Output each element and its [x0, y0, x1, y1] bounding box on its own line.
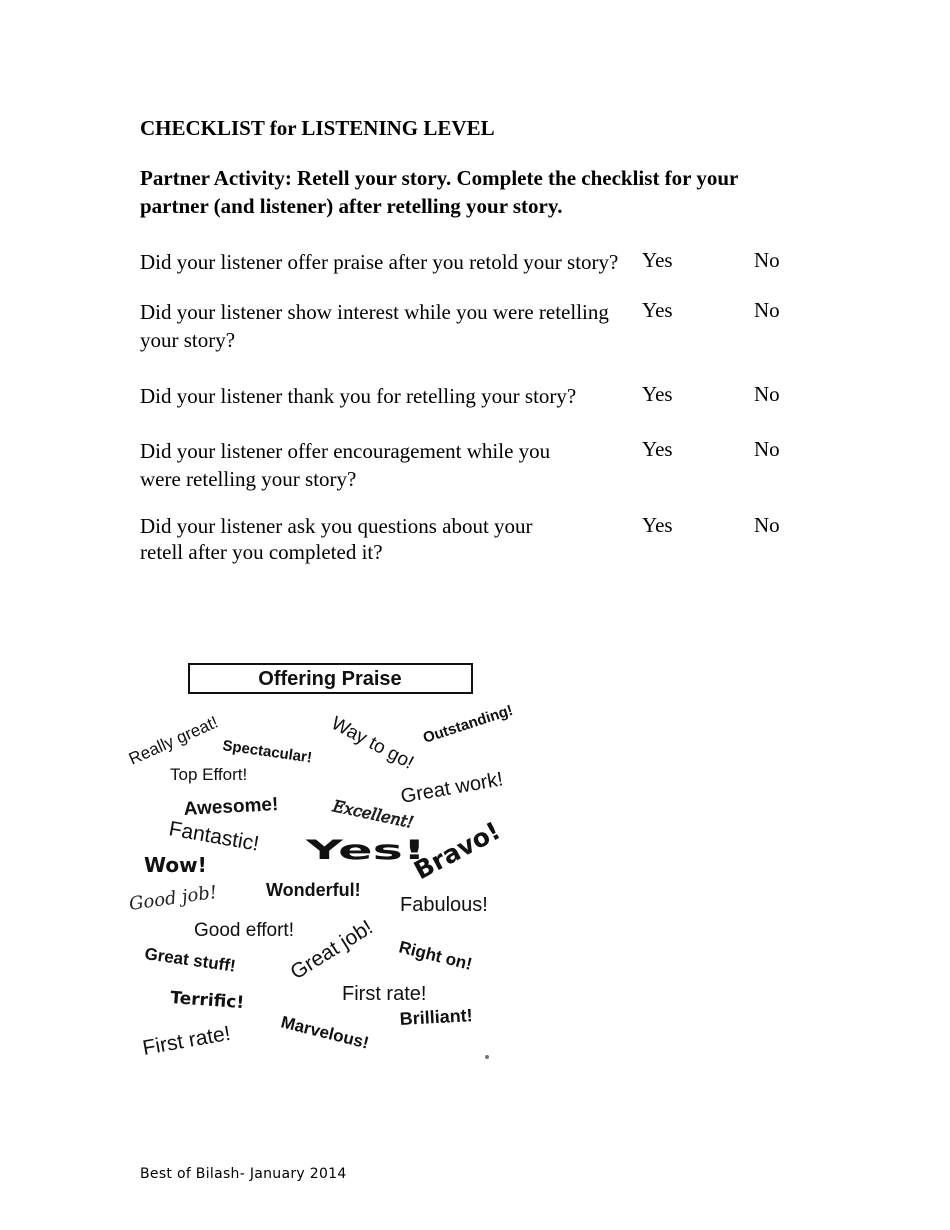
- praise-word: Marvelous!: [279, 1012, 371, 1053]
- question-text: Did your listener ask you questions about your retell after you completed it?: [140, 514, 533, 564]
- praise-word: Right on!: [397, 937, 475, 974]
- yes-option[interactable]: Yes: [642, 248, 673, 272]
- offering-praise-graphic: [120, 655, 560, 1075]
- question-text: Did your listener offer encouragement while you were retelling your story?: [140, 439, 551, 491]
- no-option[interactable]: No: [754, 513, 780, 537]
- speck-dot: [485, 1055, 489, 1059]
- no-option[interactable]: No: [754, 437, 780, 461]
- praise-word: Wonderful!: [266, 880, 361, 900]
- praise-word: Wow!: [144, 853, 207, 877]
- yes-option[interactable]: Yes: [642, 437, 673, 461]
- question-text: Did your listener offer praise after you retold your story?: [140, 250, 619, 274]
- praise-word: Great stuff!: [143, 944, 237, 976]
- praise-word: Bravo!: [409, 815, 506, 886]
- praise-word: Fantastic!: [167, 817, 261, 856]
- praise-word: First rate!: [342, 983, 427, 1005]
- praise-word: Great job!: [286, 915, 377, 985]
- praise-word: Excellent!: [331, 796, 416, 832]
- praise-word: Good job!: [127, 881, 219, 915]
- yes-option[interactable]: Yes: [642, 382, 673, 406]
- praise-word: Brilliant!: [399, 1005, 474, 1029]
- instructions: Partner Activity: Retell your story. Complete the checklist for your partner (and listener) after retelling your story.: [140, 166, 738, 218]
- praise-word: Fabulous!: [400, 894, 488, 916]
- question-text: Did your listener thank you for retelling your story?: [140, 384, 577, 408]
- praise-word: Top Effort!: [170, 765, 248, 784]
- praise-word: First rate!: [140, 1021, 233, 1060]
- praise-word: Way to go!: [327, 712, 418, 774]
- no-option[interactable]: No: [754, 382, 780, 406]
- praise-word: Good effort!: [194, 920, 294, 941]
- praise-word: Yes!: [304, 835, 426, 866]
- praise-word: Really great!: [125, 712, 221, 769]
- yes-option[interactable]: Yes: [642, 513, 673, 537]
- document-title: CHECKLIST for LISTENING LEVEL: [140, 116, 495, 140]
- praise-word: Terrific!: [169, 988, 245, 1014]
- no-option[interactable]: No: [754, 298, 780, 322]
- yes-option[interactable]: Yes: [642, 298, 673, 322]
- praise-word: Outstanding!: [420, 701, 515, 747]
- question-text: Did your listener show interest while you were retelling your story?: [140, 300, 609, 352]
- praise-word: Great work!: [399, 768, 505, 808]
- footer-credit: Best of Bilash- January 2014: [140, 1166, 347, 1182]
- praise-word: Awesome!: [183, 794, 279, 820]
- praise-heading: Offering Praise: [258, 668, 402, 690]
- no-option[interactable]: No: [754, 248, 780, 272]
- praise-word: Spectacular!: [221, 737, 313, 767]
